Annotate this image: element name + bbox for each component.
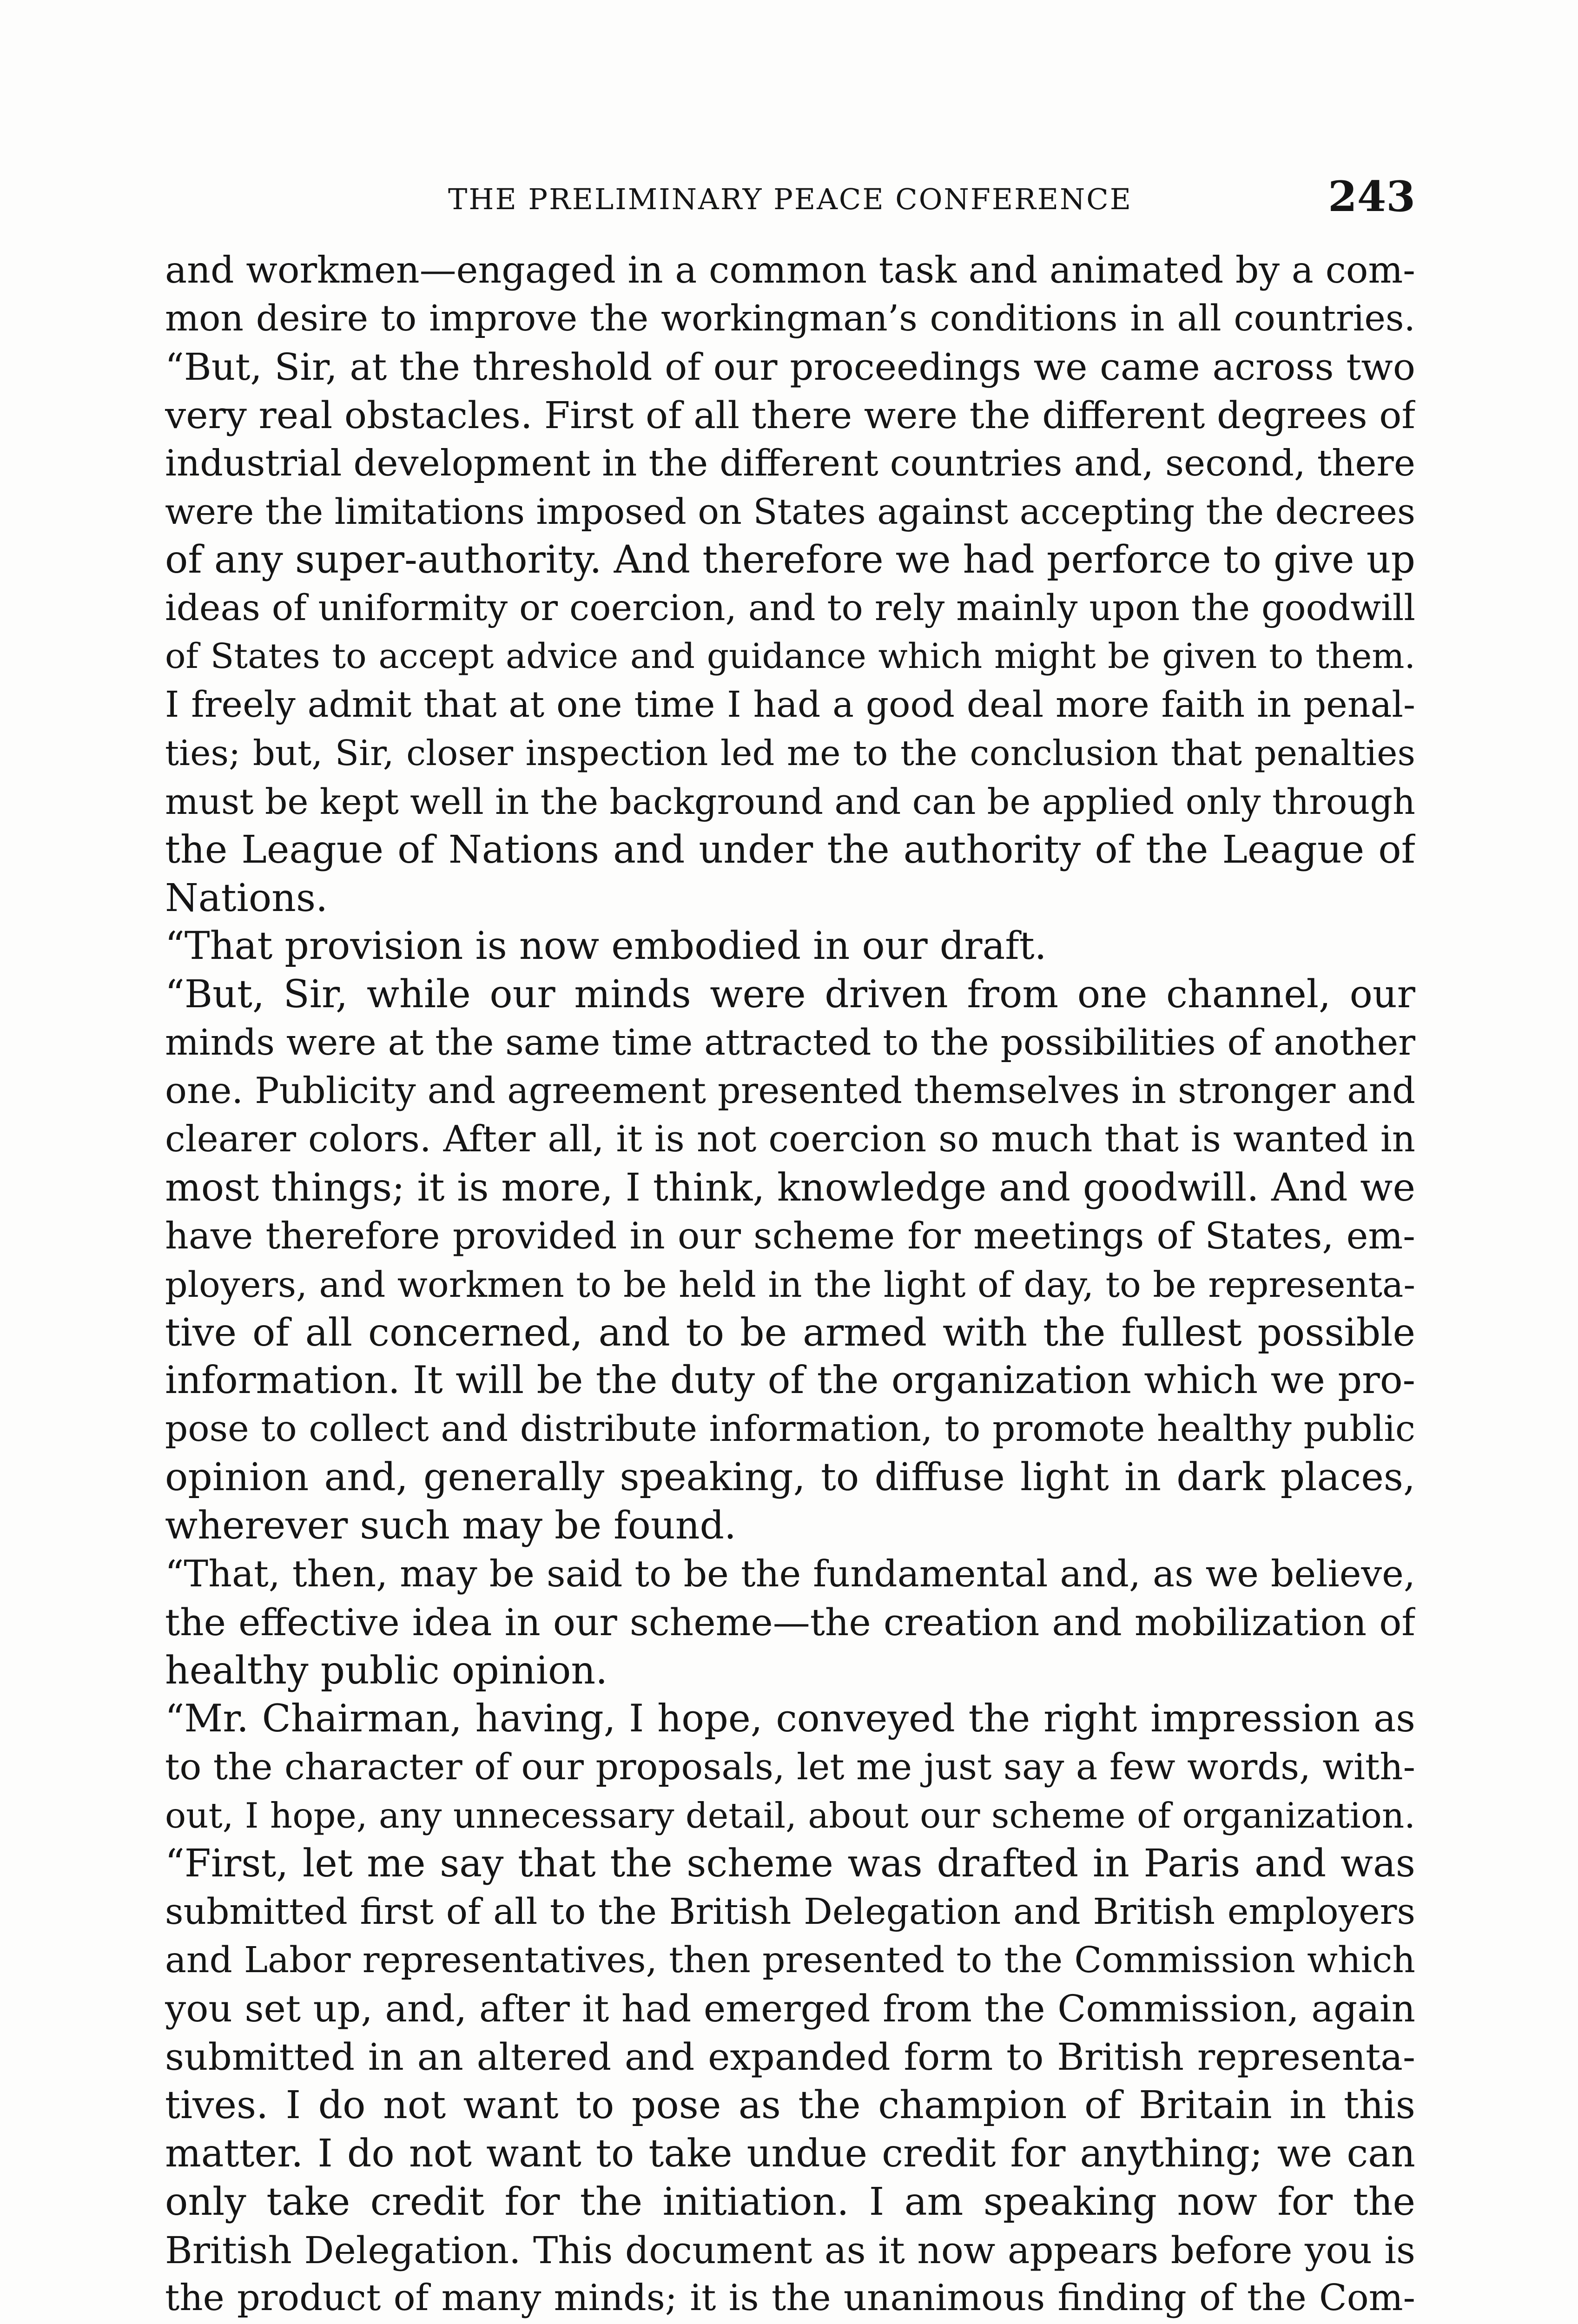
text-line: must be kept well in the background and can be applied only through xyxy=(165,780,1415,822)
running-head xyxy=(165,172,1415,223)
body-text xyxy=(165,246,1415,2324)
text-line: tive of all concerned, and to be armed with the fullest possible xyxy=(165,1310,1415,1355)
text-line: “But, Sir, while our minds were driven from one channel, our xyxy=(165,972,1415,1017)
text-line: out, I hope, any unnecessary detail, about our scheme of organization. xyxy=(165,1795,1415,1836)
text-line: Nations. xyxy=(165,876,328,920)
text-line: ideas of uniformity or coercion, and to rely mainly upon the goodwill xyxy=(165,588,1415,629)
text-line: ties; but, Sir, closer inspection led me to the conclusion that penalties xyxy=(165,732,1415,773)
text-line: ployers, and workmen to be held in the light of day, to be representa- xyxy=(165,1263,1415,1305)
text-line: only take credit for the initiation. I am speaking now for the xyxy=(165,2179,1415,2224)
text-line: one. Publicity and agreement presented themselves in stronger and xyxy=(165,1070,1415,1112)
text-line: the League of Nations and under the authority of the League of xyxy=(165,827,1415,872)
text-line: tives. I do not want to pose as the champion of Britain in this xyxy=(165,2083,1415,2127)
text-line: mon desire to improve the workingman’s conditions in all countries. xyxy=(165,297,1415,339)
text-line: industrial development in the different countries and, second, there xyxy=(165,442,1415,484)
text-line: minds were at the same time attracted to the possibilities of another xyxy=(165,1022,1415,1064)
text-line: “But, Sir, at the threshold of our proceedings we came across two xyxy=(165,345,1415,389)
text-line: submitted first of all to the British Delegation and British employers xyxy=(165,1891,1415,1933)
text-line: “That, then, may be said to be the fundamental and, as we believe, xyxy=(165,1552,1415,1596)
text-line: British Delegation. This document as it now appears before you is xyxy=(165,2228,1415,2272)
running-title: THE PRELIMINARY PEACE CONFERENCE xyxy=(448,182,1132,216)
text-line: and workmen—engaged in a common task and animated by a com- xyxy=(165,249,1415,291)
text-line: information. It will be the duty of the organization which we pro- xyxy=(165,1359,1415,1403)
text-line: were the limitations imposed on States against accepting the decrees xyxy=(165,491,1415,533)
text-line: I freely admit that at one time I had a good deal more faith in penal- xyxy=(165,684,1415,726)
text-line: the product of many minds; it is the unanimous finding of the Com- xyxy=(165,2277,1415,2319)
text-line: “That provision is now embodied in our draft. xyxy=(165,924,1047,969)
text-line: have therefore provided in our scheme for meetings of States, em- xyxy=(165,1214,1415,1257)
text-line: very real obstacles. First of all there were the different degrees of xyxy=(165,393,1415,437)
text-line: the effective idea in our scheme—the creation and mobilization of xyxy=(165,1600,1415,1644)
text-line: “First, let me say that the scheme was drafted in Paris and was xyxy=(165,1842,1415,1886)
text-line: pose to collect and distribute information, to promote healthy public xyxy=(165,1408,1415,1450)
text-line: clearer colors. After all, it is not coercion so much that is wanted in xyxy=(165,1118,1415,1161)
text-line: healthy public opinion. xyxy=(165,1648,608,1693)
text-line: you set up, and, after it had emerged from the Commission, again xyxy=(165,1987,1415,2031)
text-line: to the character of our proposals, let me just say a few words, with- xyxy=(165,1746,1415,1788)
text-line: matter. I do not want to take undue credit for anything; we can xyxy=(165,2131,1415,2176)
text-line: opinion and, generally speaking, to diffuse light in dark places, xyxy=(165,1455,1415,1500)
text-line: and Labor representatives, then presented to the Commission which xyxy=(165,1940,1415,1981)
text-line: most things; it is more, I think, knowledge and goodwill. And we xyxy=(165,1165,1415,1210)
text-line: of States to accept advice and guidance which might be given to them. xyxy=(165,636,1415,677)
page-number: 243 xyxy=(1328,172,1415,221)
text-line: wherever such may be found. xyxy=(165,1504,737,1548)
text-line: of any super-authority. And therefore we had perforce to give up xyxy=(165,538,1415,582)
text-line: submitted in an altered and expanded form to British representa- xyxy=(165,2035,1415,2079)
text-line: “Mr. Chairman, having, I hope, conveyed the right impression as xyxy=(165,1697,1415,1741)
